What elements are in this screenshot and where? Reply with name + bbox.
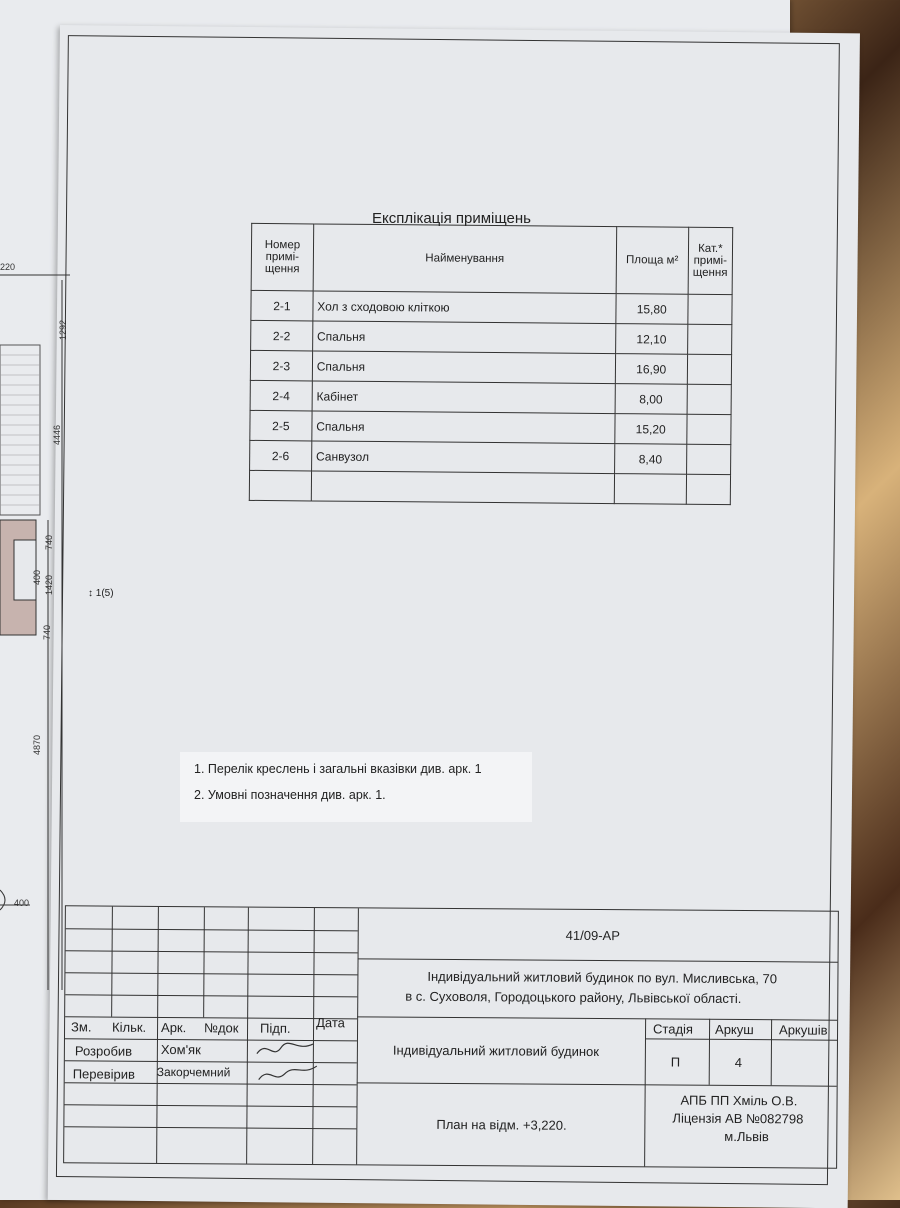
stage-label: Стадія: [653, 1021, 694, 1037]
col-ndok: №док: [204, 1020, 239, 1036]
dim-400-mid: 400: [32, 569, 42, 585]
room-area: 16,90: [615, 354, 687, 385]
room-category: [687, 414, 732, 444]
room-name: Спальня: [312, 321, 615, 354]
note-1: 1. Перелік креслень і загальні вказівки див. арк. 1: [194, 762, 482, 776]
explication-table: [249, 223, 733, 505]
room-number: 2-4: [250, 380, 312, 411]
room-number: 2-3: [250, 350, 312, 381]
section-marker: [88, 588, 114, 599]
organization-city: м.Львів: [724, 1128, 769, 1145]
developed-name: Хом'як: [160, 1041, 201, 1058]
table-row: [250, 380, 731, 414]
col-zm: Зм.: [71, 1019, 92, 1035]
header-number: Номер примі- щення: [251, 223, 313, 291]
room-area: [614, 474, 686, 505]
table-row: [250, 410, 731, 444]
header-area: Площа м²: [616, 227, 689, 295]
signatures: [253, 1036, 323, 1092]
organization-license: Ліцензія АВ №082798: [672, 1110, 804, 1127]
room-name: Спальня: [312, 411, 615, 444]
col-data: Дата: [316, 1015, 345, 1031]
col-ark: Арк.: [161, 1019, 187, 1036]
sheets-label: Аркушів: [779, 1022, 828, 1038]
table-row: [251, 290, 732, 324]
document-code: 41/09-АР: [565, 927, 620, 944]
room-category: [687, 384, 732, 414]
dim-1292: 1292: [58, 319, 68, 340]
col-kilk: Кільк.: [112, 1019, 147, 1035]
header-name: Найменування: [313, 224, 617, 294]
note-2: 2. Умовні позначення див. арк. 1.: [194, 788, 386, 802]
room-name: [311, 471, 614, 504]
room-category: [687, 324, 732, 354]
room-category: [686, 474, 731, 504]
dim-4446: 4446: [52, 424, 62, 445]
sheet-value: 4: [734, 1054, 743, 1071]
room-name: Спальня: [312, 351, 615, 384]
title-block: [63, 905, 839, 1168]
room-number: 2-2: [251, 320, 313, 351]
table-row: [251, 320, 732, 354]
room-number: 2-6: [250, 440, 312, 471]
explication-header-row: [251, 223, 733, 294]
explication-title: Експлікація приміщень: [372, 210, 531, 227]
dim-1420: 1420: [44, 574, 54, 595]
sheet-title: План на відм. +3,220.: [436, 1116, 567, 1133]
stage-value: П: [670, 1054, 681, 1070]
room-area: 8,40: [614, 444, 686, 475]
room-area: 12,10: [615, 324, 687, 355]
marker-label: 1(5): [95, 588, 114, 599]
plan-lines: [0, 250, 70, 990]
dim-4870: 4870: [32, 734, 42, 755]
dim-740-top: 740: [44, 534, 54, 550]
partial-floor-plan: [0, 250, 70, 990]
header-category: Кат.* примі- щення: [688, 227, 733, 294]
project-title-line-2: в с. Суховоля, Городоцького району, Львівської області.: [405, 988, 742, 1007]
developed-label: Розробив: [74, 1043, 133, 1059]
dim-220: 220: [0, 262, 16, 272]
sheet-label: Аркуш: [715, 1021, 754, 1038]
room-number: 2-5: [250, 410, 312, 441]
object-name: Індивідуальний житловий будинок: [392, 1042, 600, 1060]
room-number: 2-1: [251, 290, 313, 321]
table-row: [250, 440, 731, 474]
revision-grid: [64, 906, 359, 1164]
checked-label: Перевірив: [72, 1066, 136, 1082]
room-name: Хол з сходовою кліткою: [313, 291, 616, 324]
room-area: 15,20: [615, 414, 687, 445]
room-category: [687, 354, 732, 384]
room-name: Санвузол: [311, 441, 614, 474]
organization-name: АПБ ПП Хміль О.В.: [680, 1092, 798, 1109]
checked-name: Закорчемний: [156, 1064, 231, 1080]
room-name: Кабінет: [312, 381, 615, 414]
general-notes: [180, 752, 532, 822]
dim-400-bottom: 400: [14, 898, 30, 908]
marker-arrow-icon: ↕: [88, 588, 93, 599]
project-title-line-1: Індивідуальний житловий будинок по вул. Мисливська, 70: [427, 968, 778, 987]
room-category: [686, 444, 731, 474]
room-category: [688, 294, 733, 324]
room-number: [249, 470, 311, 501]
room-area: 8,00: [615, 384, 687, 415]
table-row: [250, 350, 731, 384]
dim-740-bottom: 740: [42, 624, 52, 640]
table-row: [249, 470, 730, 504]
col-pidp: Підп.: [260, 1020, 291, 1036]
room-area: 15,80: [616, 294, 688, 325]
